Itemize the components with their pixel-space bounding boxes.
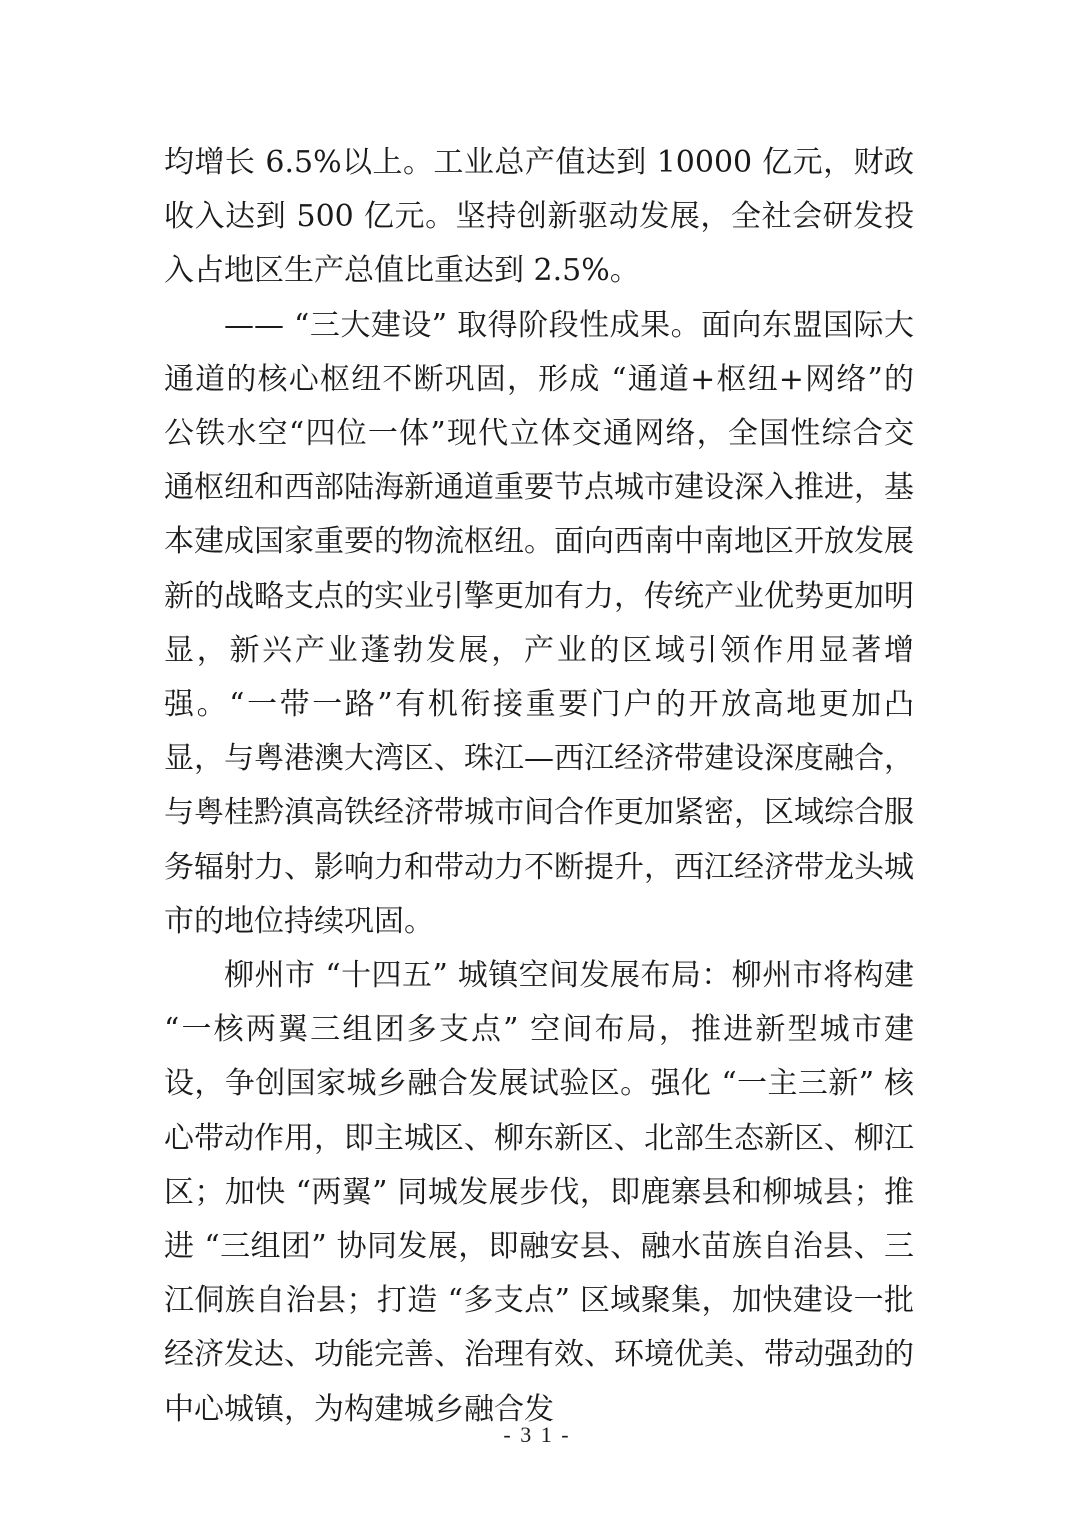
page-number: - 3 1 - [503,1422,571,1447]
paragraph-urban-spatial-layout: 柳州市 “十四五” 城镇空间发展布局：柳州市将构建 “一核两翼三组团多支点” 空间布局，推进新型城市建设，争创国家城乡融合发展试验区。强化 “一主三新” 核心带动作用，即主城区、柳东新区、北部生态新区、柳江区；加快 “两翼” 同城发展步伐，即鹿寨县和柳城县；推进 “三组团” 协同发展，即融安县、融水苗族自治县、三江侗族自治县；打造 “多支点” 区域聚集，加快建设一批经济发达、功能完善、治理有效、环境优美、带动强劲的中心城镇，为构建城乡融合发 [164,958,914,1427]
paragraph-three-constructions: —— “三大建设” 取得阶段性成果。面向东盟国际大通道的核心枢纽不断巩固，形成 “通道+枢纽+网络”的公铁水空“四位一体”现代立体交通网络，全国性综合交通枢纽和西部陆海新通道重要节点城市建设深入推进，基本建成国家重要的物流枢纽。面向西南中南地区开放发展新的战略支点的实业引擎更加有力，传统产业优势更加明显，新兴产业蓬勃发展，产业的区域引领作用显著增强。“一带一路”有机衔接重要门户的开放高地更加凸显，与粤港澳大湾区、珠江—西江经济带建设深度融合，与粤桂黔滇高铁经济带城市间合作更加紧密，区域综合服务辐射力、影响力和带动力不断提升，西江经济带龙头城市的地位持续巩固。 [164,307,914,939]
paragraph-growth-targets: 均增长 6.5%以上。工业总产值达到 10000 亿元，财政收入达到 500 亿元。坚持创新驱动发展，全社会研发投入占地区生产总值比重达到 2.5%。 [164,145,914,289]
body-text [164,136,914,1437]
